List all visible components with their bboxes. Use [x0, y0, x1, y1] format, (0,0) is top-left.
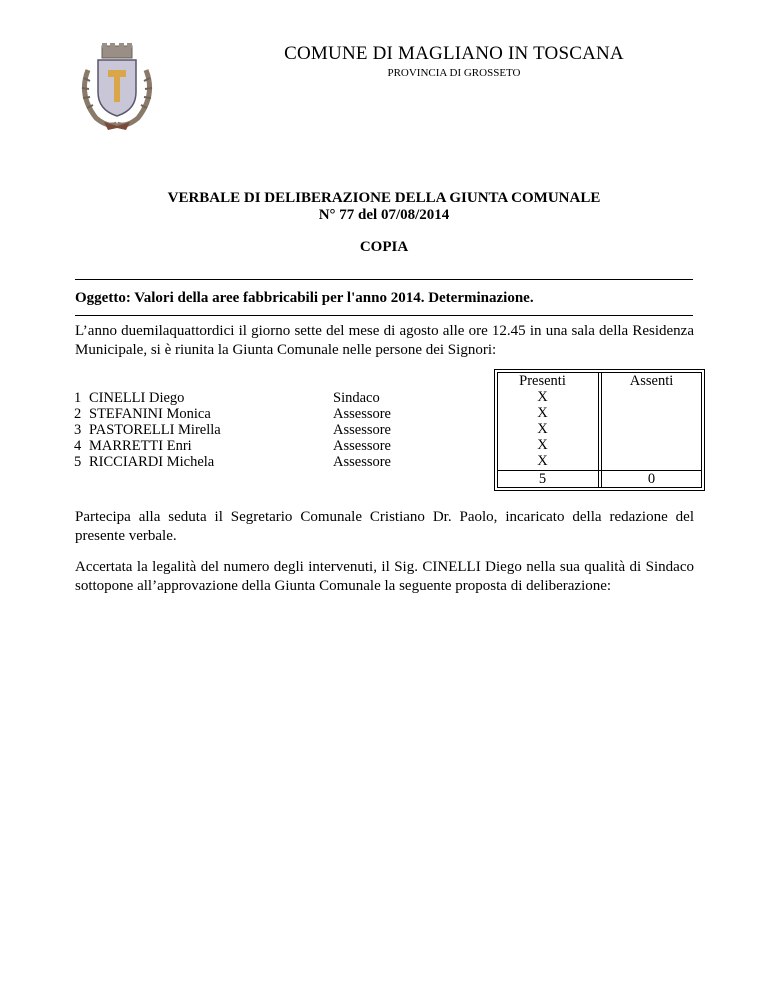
divider — [75, 279, 693, 280]
member-role: Sindaco — [333, 390, 380, 406]
member-number: 4 — [74, 438, 82, 454]
provincia-subtitle: PROVINCIA DI GROSSETO — [387, 67, 521, 79]
copia-label: COPIA — [359, 239, 409, 255]
verbale-title: VERBALE DI DELIBERAZIONE DELLA GIUNTA COMUNALE — [167, 190, 601, 206]
member-name: MARRETTI Enri — [89, 438, 192, 454]
member-number: 1 — [74, 390, 82, 406]
assenti-header: Assenti — [629, 373, 674, 389]
member-name: RICCIARDI Michela — [89, 454, 215, 470]
comune-title: COMUNE DI MAGLIANO IN TOSCANA — [284, 43, 624, 64]
member-role: Assessore — [333, 422, 391, 438]
segretario-paragraph: Partecipa alla seduta il Segretario Comunale Cristiano Dr. Paolo, incaricato della redazione del presente verbale. — [75, 509, 694, 544]
delibera-number: N° 77 del 07/08/2014 — [318, 207, 450, 223]
member-role: Assessore — [333, 454, 391, 470]
member-name: CINELLI Diego — [89, 390, 185, 406]
member-number: 2 — [74, 406, 82, 422]
divider — [75, 315, 693, 316]
member-name: STEFANINI Monica — [89, 406, 211, 422]
presente-mark: X — [537, 405, 548, 421]
presente-mark: X — [537, 389, 548, 405]
presente-mark: X — [537, 421, 548, 437]
member-role: Assessore — [333, 406, 391, 422]
presente-mark: X — [537, 453, 548, 469]
accertata-paragraph: Accertata la legalità del numero degli intervenuti, il Sig. CINELLI Diego nella sua qualità di Sindaco sottopone all’approvazione della Giunta Comunale la seguente proposta di deliberazione: — [75, 559, 694, 594]
intro-paragraph: L’anno duemilaquattordici il giorno sette del mese di agosto alle ore 12.45 in una sala della Residenza Municipale, si è riunita la Giunta Comunale nelle persone dei Signori: — [75, 323, 694, 358]
totale-assenti: 0 — [647, 471, 656, 487]
member-name: PASTORELLI Mirella — [89, 422, 221, 438]
member-role: Assessore — [333, 438, 391, 454]
member-number: 3 — [74, 422, 82, 438]
presenti-header: Presenti — [519, 373, 566, 389]
member-number: 5 — [74, 454, 82, 470]
presente-mark: X — [537, 437, 548, 453]
oggetto-subject: Oggetto: Valori della aree fabbricabili per l'anno 2014. Determinazione. — [75, 290, 534, 306]
totale-presenti: 5 — [538, 471, 547, 487]
